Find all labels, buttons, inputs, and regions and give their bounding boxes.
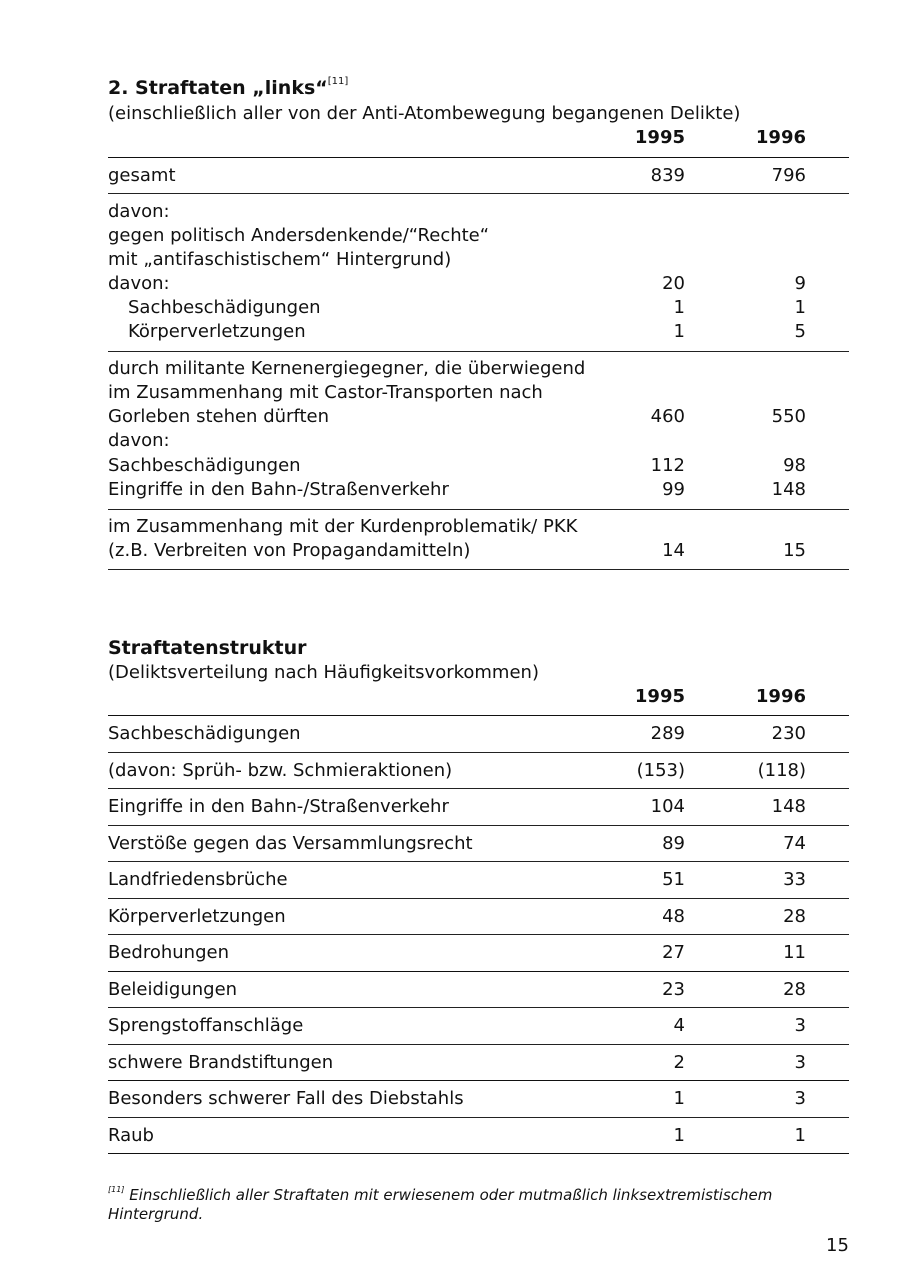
group-b-sub1-1996: 98 [783, 455, 806, 476]
group-a-line1: davon: [108, 201, 170, 222]
table-row-label: Besonders schwerer Fall des Diebstahls [108, 1088, 464, 1109]
group-c-line1: im Zusammenhang mit der Kurdenproblematik/ PKK [108, 516, 578, 537]
section2-subtitle: (Deliktsverteilung nach Häufigkeitsvorkommen) [108, 662, 539, 683]
group-b-sub2-label: Eingriffe in den Bahn-/Straßenverkehr [108, 479, 449, 500]
table-row-label: Bedrohungen [108, 942, 229, 963]
group-b-1995: 460 [650, 406, 685, 427]
table-row-label: (davon: Sprüh- bzw. Schmieraktionen) [108, 760, 453, 781]
footnote-text: Einschließlich aller Straftaten mit erwiesenem oder mutmaßlich linksextremistischem Hintergrund. [108, 1186, 773, 1223]
table-row-1995: 1 [673, 1088, 685, 1109]
table-row-1995: 2 [673, 1052, 685, 1073]
table-rule [108, 825, 849, 826]
table-row-1996: 11 [783, 942, 806, 963]
table-rule [108, 861, 849, 862]
table-rule [108, 715, 849, 716]
section1-col-1995: 1995 [634, 127, 685, 148]
table-row-label: schwere Brandstiftungen [108, 1052, 334, 1073]
table-rule [108, 1007, 849, 1008]
group-a-1996: 9 [794, 273, 806, 294]
group-a-sub1-label: Sachbeschädigungen [128, 297, 321, 318]
group-a-1995: 20 [662, 273, 685, 294]
section2-col-1996: 1996 [755, 686, 806, 707]
group-a-sub2-1996: 5 [794, 321, 806, 342]
group-a-sub2-label: Körperverletzungen [128, 321, 306, 342]
table-row-1995: (153) [636, 760, 685, 781]
table-row-label: Körperverletzungen [108, 906, 286, 927]
group-b-1996: 550 [771, 406, 806, 427]
group-a-sub1-1996: 1 [794, 297, 806, 318]
table-rule [108, 509, 849, 510]
table-row-1995: 289 [650, 723, 685, 744]
table-row-1996: (118) [757, 760, 806, 781]
group-c-1995: 14 [662, 540, 685, 561]
table-row-1996: 74 [783, 833, 806, 854]
group-a-sub2-1995: 1 [673, 321, 685, 342]
table-row-1995: 1 [673, 1125, 685, 1146]
group-c-1996: 15 [783, 540, 806, 561]
group-b-sub2-1995: 99 [662, 479, 685, 500]
section1-col-1996: 1996 [755, 127, 806, 148]
table-rule [108, 1080, 849, 1081]
table-rule [108, 351, 849, 352]
table-row-1995: 48 [662, 906, 685, 927]
group-b-sub1-label: Sachbeschädigungen [108, 455, 301, 476]
table-rule [108, 752, 849, 753]
group-b-line4: davon: [108, 430, 170, 451]
table-row-1996: 28 [783, 979, 806, 1000]
group-b-line2: im Zusammenhang mit Castor-Transporten nach [108, 382, 543, 403]
footnote [108, 1182, 808, 1224]
table-row-1995: 4 [673, 1015, 685, 1036]
table-rule [108, 569, 849, 570]
total-1996: 796 [771, 165, 806, 186]
section1-title [108, 77, 348, 99]
group-b-sub2-1996: 148 [771, 479, 806, 500]
group-a-line2: gegen politisch Andersdenkende/“Rechte“ [108, 225, 490, 246]
table-row-1995: 51 [662, 869, 685, 890]
group-c-line2: (z.B. Verbreiten von Propagandamitteln) [108, 540, 471, 561]
footnote-marker: [11] [108, 1185, 125, 1194]
table-row-label: Verstöße gegen das Versammlungsrecht [108, 833, 473, 854]
section2-col-1995: 1995 [634, 686, 685, 707]
table-row-label: Raub [108, 1125, 154, 1146]
page-number: 15 [826, 1235, 849, 1256]
table-row-1996: 3 [794, 1088, 806, 1109]
table-rule [108, 788, 849, 789]
table-rule [108, 193, 849, 194]
table-row-1995: 27 [662, 942, 685, 963]
group-b-sub1-1995: 112 [650, 455, 685, 476]
table-row-1995: 23 [662, 979, 685, 1000]
group-b-line3: Gorleben stehen dürften [108, 406, 329, 427]
table-rule [108, 1153, 849, 1154]
table-rule [108, 898, 849, 899]
table-rule [108, 934, 849, 935]
table-row-1995: 104 [650, 796, 685, 817]
table-row-1995: 89 [662, 833, 685, 854]
footnote-reference: [11] [327, 75, 349, 87]
table-row-1996: 33 [783, 869, 806, 890]
group-b-line1: durch militante Kernenergiegegner, die überwiegend [108, 358, 586, 379]
table-rule [108, 1117, 849, 1118]
table-rule [108, 157, 849, 158]
section2-title: Straftatenstruktur [108, 637, 307, 659]
group-a-sub1-1995: 1 [673, 297, 685, 318]
table-row-1996: 28 [783, 906, 806, 927]
table-row-label: Sprengstoffanschläge [108, 1015, 304, 1036]
table-rule [108, 1044, 849, 1045]
table-row-1996: 3 [794, 1015, 806, 1036]
group-a-line4: davon: [108, 273, 170, 294]
table-rule [108, 971, 849, 972]
table-row-label: Sachbeschädigungen [108, 723, 301, 744]
table-row-label: Beleidigungen [108, 979, 238, 1000]
table-row-label: Landfriedensbrüche [108, 869, 288, 890]
table-row-1996: 1 [794, 1125, 806, 1146]
table-row-1996: 148 [771, 796, 806, 817]
section1-subtitle: (einschließlich aller von der Anti-Atombewegung begangenen Delikte) [108, 103, 741, 124]
table-row-1996: 230 [771, 723, 806, 744]
section1-title-text: 2. Straftaten „links“ [108, 77, 328, 99]
group-a-line3: mit „antifaschistischem“ Hintergrund) [108, 249, 452, 270]
table-row-1996: 3 [794, 1052, 806, 1073]
total-1995: 839 [650, 165, 685, 186]
total-label: gesamt [108, 165, 176, 186]
table-row-label: Eingriffe in den Bahn-/Straßenverkehr [108, 796, 449, 817]
